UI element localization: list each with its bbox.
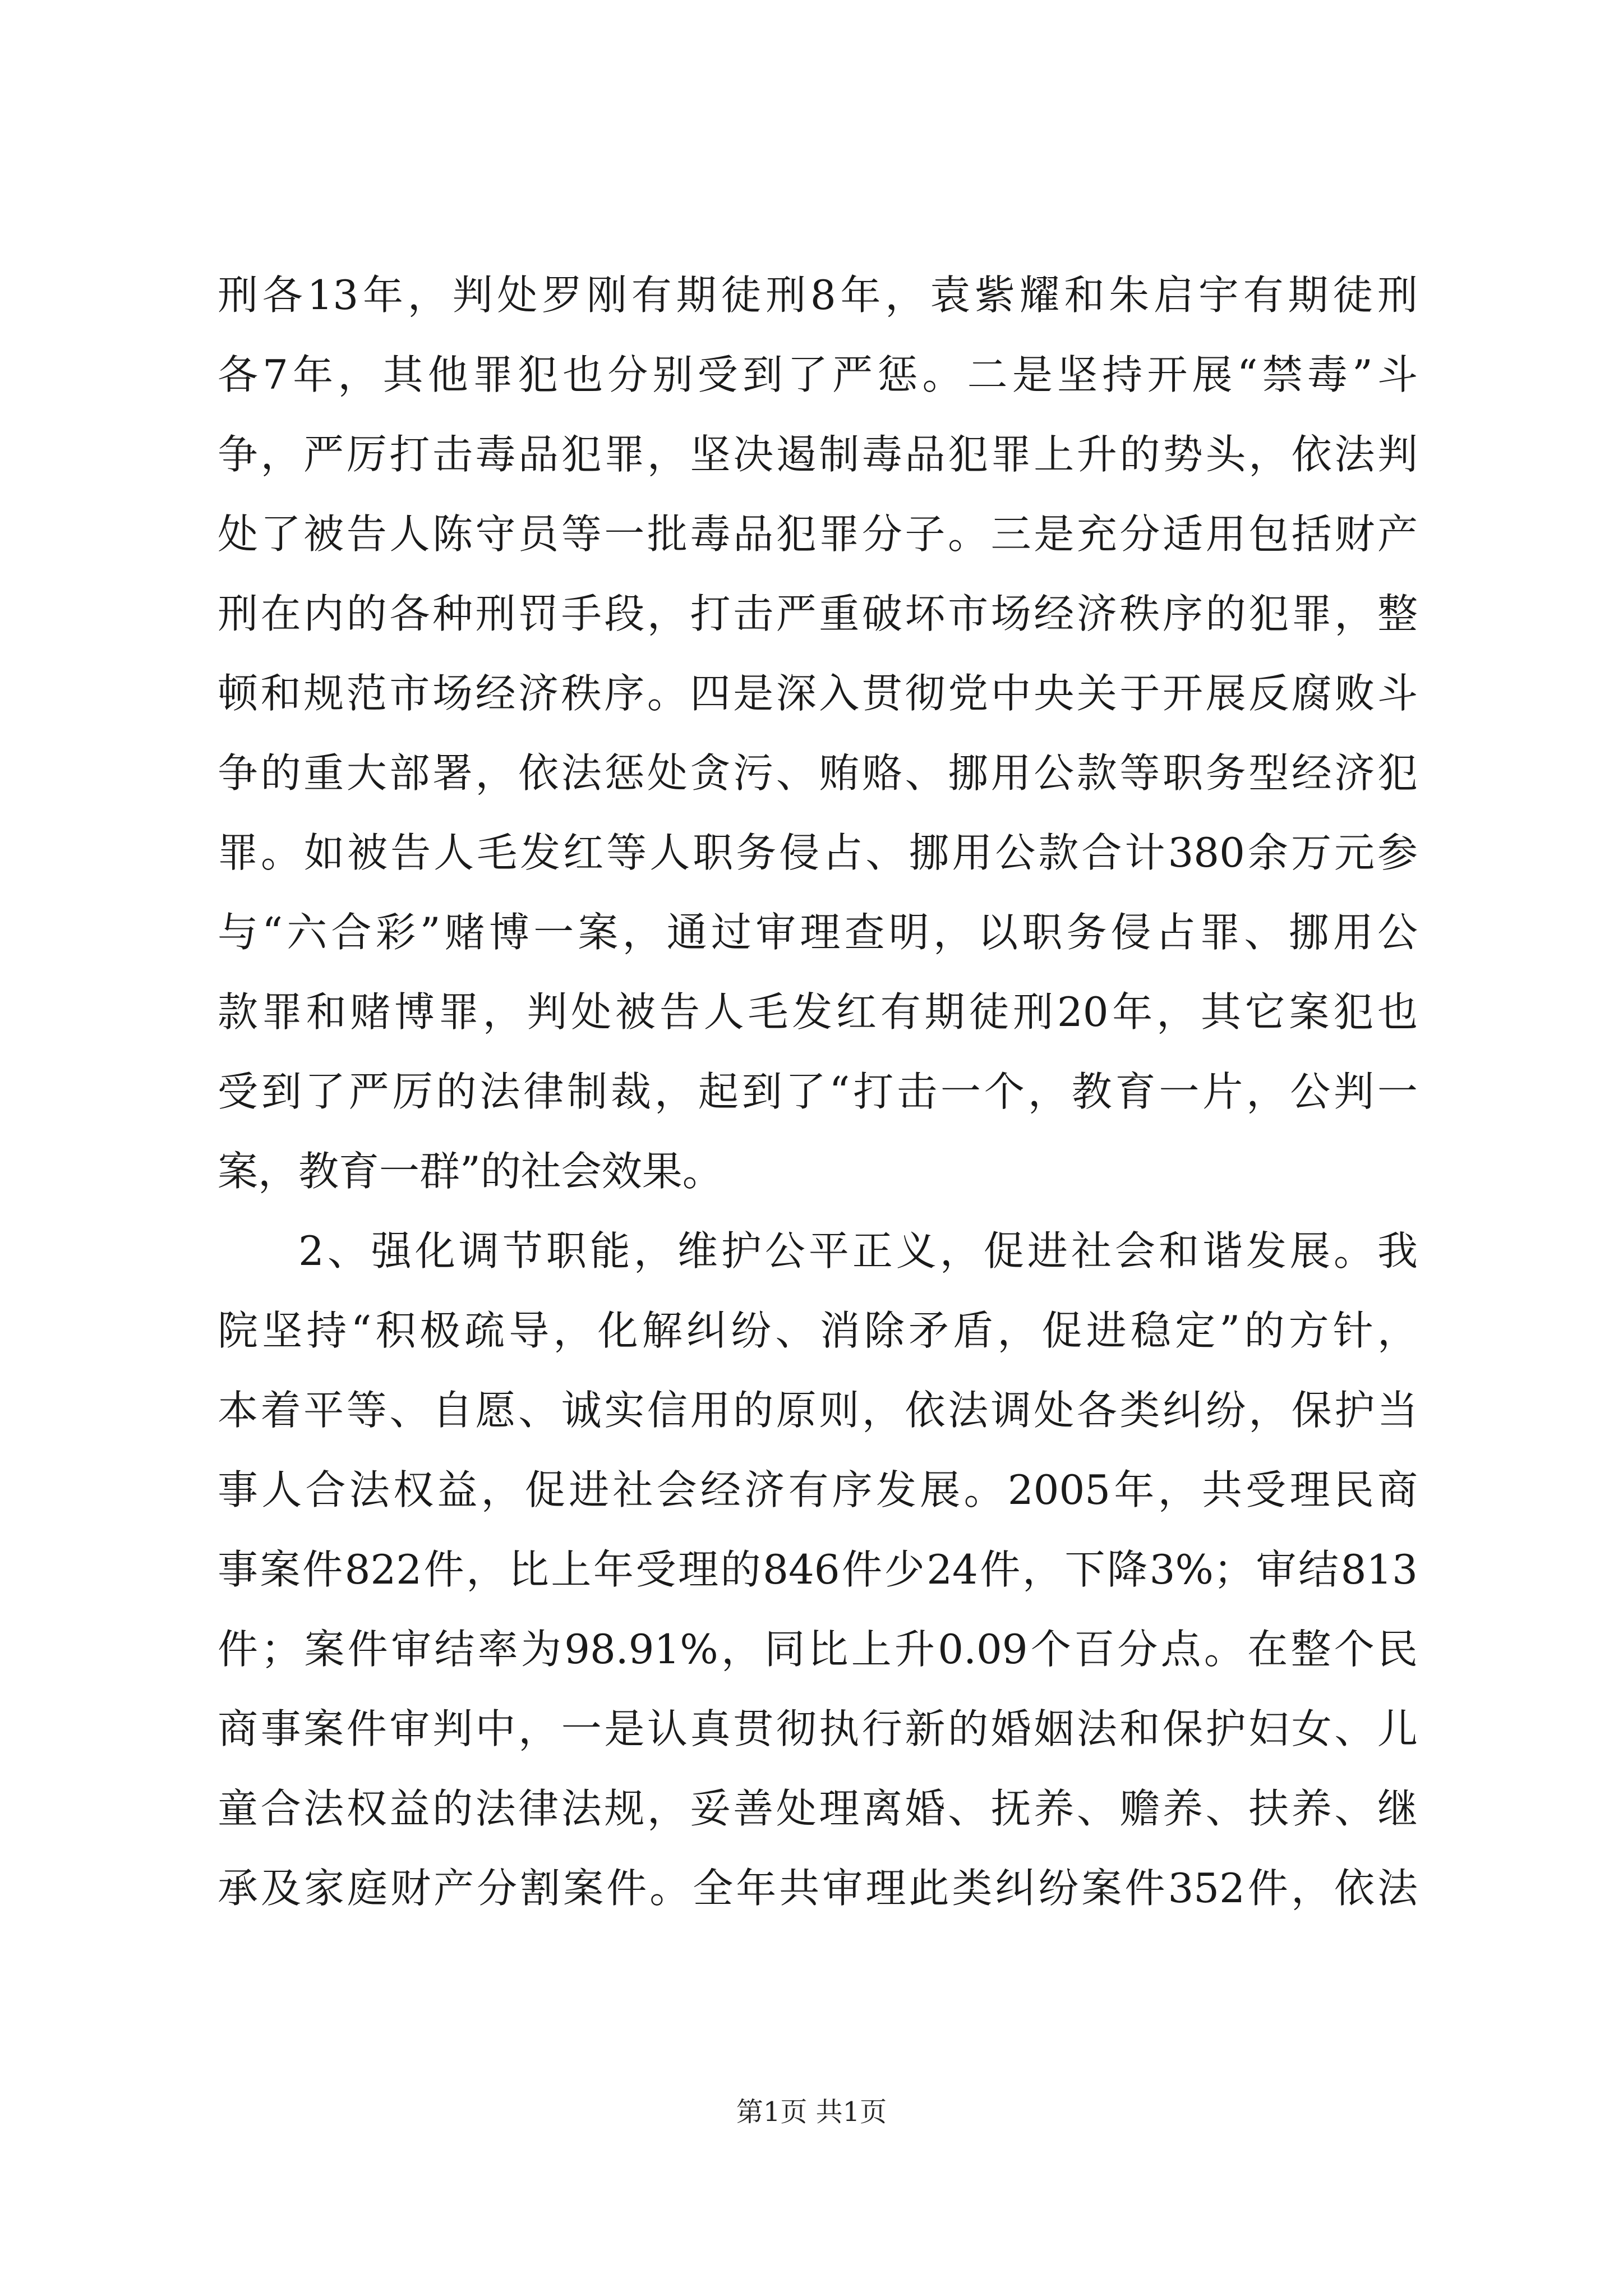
text-line: 各7年，其他罪犯也分别受到了严惩。二是坚持开展“禁毒”斗 [218,351,1418,398]
text-line: 款罪和赌博罪，判处被告人毛发红有期徒刑20年，其它案犯也 [218,988,1418,1036]
text-line: 刑在内的各种刑罚手段，打击严重破坏市场经济秩序的犯罪，整 [218,590,1418,637]
text-line: 童合法权益的法律法规，妥善处理离婚、抚养、赡养、扶养、继 [218,1785,1418,1832]
text-line: 商事案件审判中，一是认真贯彻执行新的婚姻法和保护妇女、儿 [218,1705,1418,1752]
text-line: 争，严厉打击毒品犯罪，坚决遏制毒品犯罪上升的势头，依法判 [218,431,1418,478]
text-line: 承及家庭财产分割案件。全年共审理此类纠纷案件352件，依法 [218,1865,1418,1912]
text-line: 件；案件审结率为98.91%，同比上升0.09个百分点。在整个民 [218,1626,1418,1673]
text-line: 案，教育一群”的社会效果。 [218,1148,723,1195]
document-body [218,255,1418,1928]
text-line: 刑各13年，判处罗刚有期徒刑8年，袁紫耀和朱启宇有期徒刑 [218,272,1418,319]
text-line: 受到了严厉的法律制裁，起到了“打击一个，教育一片，公判一 [218,1068,1418,1115]
text-line: 本着平等、自愿、诚实信用的原则，依法调处各类纠纷，保护当 [218,1387,1418,1434]
text-line: 争的重大部署，依法惩处贪污、贿赂、挪用公款等职务型经济犯 [218,749,1418,797]
text-line: 顿和规范市场经济秩序。四是深入贯彻党中央关于开展反腐败斗 [218,670,1418,717]
text-line: 事人合法权益，促进社会经济有序发展。2005年，共受理民商 [218,1466,1418,1513]
text-line: 事案件822件，比上年受理的846件少24件，下降3%；审结813 [218,1546,1418,1593]
text-line: 处了被告人陈守员等一批毒品犯罪分子。三是充分适用包括财产 [218,510,1418,558]
text-line: 院坚持“积极疏导，化解纠纷、消除矛盾，促进稳定”的方针， [218,1307,1418,1354]
text-line: 罪。如被告人毛发红等人职务侵占、挪用公款合计380余万元参 [218,829,1418,876]
paragraph-first-line: 2、强化调节职能，维护公平正义，促进社会和谐发展。我 [298,1227,1418,1274]
page-number-footer: 第1页 共1页 [736,2096,887,2128]
text-line: 与“六合彩”赌博一案，通过审理查明，以职务侵占罪、挪用公 [218,909,1418,956]
